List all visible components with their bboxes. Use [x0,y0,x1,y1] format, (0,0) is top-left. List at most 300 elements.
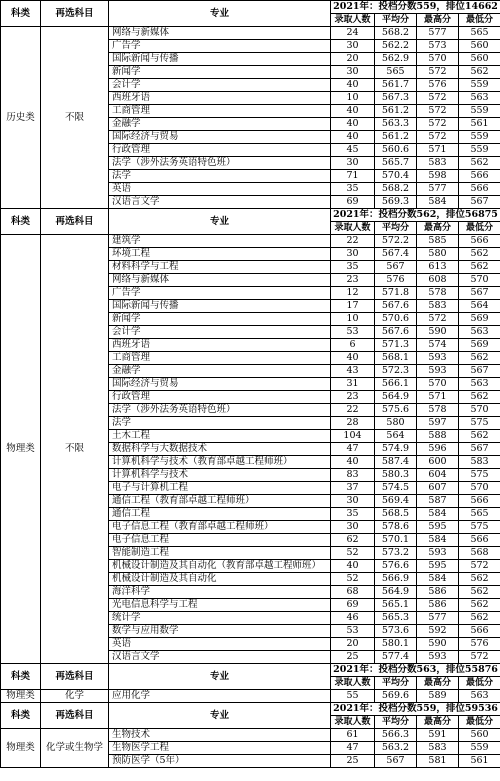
max-score: 578 [417,287,459,300]
min-score: 564 [459,300,500,313]
max-score: 581 [417,755,459,768]
enrolled-count: 6 [331,339,375,352]
max-score: 593 [417,651,459,664]
average-score: 564 [375,430,417,443]
max-score: 574 [417,339,459,352]
enrolled-count: 47 [331,443,375,456]
max-score: 593 [417,365,459,378]
table-row [1,690,500,703]
max-score: 596 [417,443,459,456]
min-score: 566 [459,235,500,248]
enrolled-count: 40 [331,105,375,118]
major-cell: 光电信息科学与工程 [109,599,331,612]
min-score: 561 [459,118,500,131]
average-score: 561.2 [375,105,417,118]
category-cell: 历史类 [1,27,41,209]
max-score: 571 [417,144,459,157]
min-score: 559 [459,105,500,118]
min-score: 566 [459,495,500,508]
major-cell: 行政管理 [109,391,331,404]
major-cell: 数学与应用数学 [109,625,331,638]
min-score: 572 [459,560,500,573]
major-cell: 国际新闻与传播 [109,53,331,66]
column-header: 最低分 [459,222,500,235]
max-score: 584 [417,573,459,586]
major-cell: 计算机科学与技术 [109,469,331,482]
major-cell: 英语 [109,183,331,196]
max-score: 593 [417,352,459,365]
average-score: 563.3 [375,118,417,131]
average-score: 580.1 [375,638,417,651]
column-header: 最高分 [417,677,459,690]
average-score: 570.6 [375,313,417,326]
min-score: 566 [459,170,500,183]
average-score: 570.4 [375,170,417,183]
average-score: 574.9 [375,443,417,456]
major-cell: 材料科学与工程 [109,261,331,274]
enrolled-count: 37 [331,482,375,495]
major-header: 专业 [109,664,331,690]
enrolled-count: 53 [331,326,375,339]
max-score: 572 [417,313,459,326]
min-score: 575 [459,417,500,430]
column-header: 最高分 [417,716,459,729]
subject-cell: 化学 [41,690,109,703]
enrolled-count: 23 [331,391,375,404]
max-score: 607 [417,482,459,495]
min-score: 566 [459,183,500,196]
enrolled-count: 71 [331,170,375,183]
min-score: 562 [459,430,500,443]
major-cell: 网络与新媒体 [109,27,331,40]
major-cell: 广告学 [109,287,331,300]
major-cell: 生物技术 [109,729,331,742]
major-cell: 电子信息工程（教育部卓越工程师班） [109,521,331,534]
max-score: 613 [417,261,459,274]
enrolled-count: 25 [331,755,375,768]
column-header: 平均分 [375,716,417,729]
major-cell: 英语 [109,638,331,651]
average-score: 580.3 [375,469,417,482]
column-header: 平均分 [375,14,417,27]
average-score: 573.2 [375,547,417,560]
table-row [1,27,500,40]
average-score: 575.6 [375,404,417,417]
max-score: 598 [417,170,459,183]
major-cell: 统计学 [109,612,331,625]
min-score: 562 [459,157,500,170]
major-cell: 法学 [109,417,331,430]
major-cell: 环境工程 [109,248,331,261]
column-header: 录取人数 [331,716,375,729]
max-score: 590 [417,326,459,339]
min-score: 562 [459,261,500,274]
subject-header: 再选科目 [41,1,109,27]
score-summary: 2021年：投档分数559，排位14662 [331,1,500,14]
section-header-row [1,209,500,222]
enrolled-count: 35 [331,261,375,274]
average-score: 566.3 [375,729,417,742]
average-score: 567.6 [375,300,417,313]
min-score: 583 [459,456,500,469]
enrolled-count: 40 [331,456,375,469]
min-score: 572 [459,651,500,664]
major-cell: 应用化学 [109,690,331,703]
min-score: 575 [459,521,500,534]
average-score: 561.2 [375,131,417,144]
average-score: 568.2 [375,27,417,40]
max-score: 584 [417,508,459,521]
average-score: 564.9 [375,586,417,599]
average-score: 568.1 [375,352,417,365]
major-cell: 广告学 [109,40,331,53]
min-score: 569 [459,339,500,352]
average-score: 567.4 [375,248,417,261]
enrolled-count: 30 [331,521,375,534]
major-cell: 预防医学（5年） [109,755,331,768]
min-score: 560 [459,40,500,53]
min-score: 561 [459,755,500,768]
max-score: 586 [417,586,459,599]
max-score: 583 [417,742,459,755]
major-cell: 汉语言文学 [109,196,331,209]
average-score: 576.6 [375,560,417,573]
average-score: 567 [375,261,417,274]
enrolled-count: 55 [331,690,375,703]
average-score: 566.1 [375,378,417,391]
enrolled-count: 68 [331,586,375,599]
category-header: 科类 [1,703,41,729]
enrolled-count: 23 [331,274,375,287]
min-score: 562 [459,391,500,404]
enrolled-count: 69 [331,599,375,612]
max-score: 580 [417,248,459,261]
min-score: 567 [459,443,500,456]
max-score: 608 [417,274,459,287]
enrolled-count: 35 [331,508,375,521]
category-header: 科类 [1,1,41,27]
column-header: 最低分 [459,14,500,27]
average-score: 565 [375,66,417,79]
min-score: 559 [459,742,500,755]
min-score: 559 [459,131,500,144]
enrolled-count: 53 [331,625,375,638]
min-score: 562 [459,352,500,365]
major-cell: 机械设计制造及其自动化 [109,573,331,586]
average-score: 571.8 [375,287,417,300]
average-score: 580 [375,417,417,430]
max-score: 573 [417,40,459,53]
enrolled-count: 45 [331,144,375,157]
major-cell: 国际经济与贸易 [109,378,331,391]
score-summary: 2021年：投档分数559，排位59536 [331,703,500,716]
enrolled-count: 17 [331,300,375,313]
min-score: 560 [459,53,500,66]
category-header: 科类 [1,209,41,235]
max-score: 584 [417,196,459,209]
average-score: 578.6 [375,521,417,534]
max-score: 577 [417,27,459,40]
subject-cell: 不限 [41,27,109,209]
section-header-row [1,1,500,14]
major-cell: 会计学 [109,326,331,339]
average-score: 568.5 [375,508,417,521]
average-score: 567.6 [375,326,417,339]
min-score: 575 [459,469,500,482]
major-cell: 电子与计算机工程 [109,482,331,495]
average-score: 562.2 [375,40,417,53]
min-score: 568 [459,547,500,560]
major-cell: 智能制造工程 [109,547,331,560]
subject-cell: 不限 [41,235,109,664]
min-score: 559 [459,144,500,157]
enrolled-count: 47 [331,742,375,755]
max-score: 593 [417,547,459,560]
average-score: 561.7 [375,79,417,92]
average-score: 569.4 [375,495,417,508]
enrolled-count: 10 [331,313,375,326]
enrolled-count: 20 [331,638,375,651]
enrolled-count: 83 [331,469,375,482]
average-score: 572.3 [375,365,417,378]
major-cell: 建筑学 [109,235,331,248]
major-cell: 金融学 [109,365,331,378]
max-score: 600 [417,456,459,469]
max-score: 572 [417,131,459,144]
enrolled-count: 43 [331,365,375,378]
major-cell: 会计学 [109,79,331,92]
max-score: 592 [417,625,459,638]
min-score: 567 [459,196,500,209]
min-score: 562 [459,612,500,625]
min-score: 567 [459,287,500,300]
min-score: 559 [459,79,500,92]
min-score: 563 [459,690,500,703]
enrolled-count: 31 [331,378,375,391]
min-score: 570 [459,482,500,495]
major-cell: 土木工程 [109,430,331,443]
average-score: 574.5 [375,482,417,495]
table-row [1,235,500,248]
min-score: 562 [459,248,500,261]
max-score: 583 [417,157,459,170]
column-header: 平均分 [375,677,417,690]
average-score: 562.9 [375,53,417,66]
major-cell: 法学（涉外法务英语特色班） [109,404,331,417]
average-score: 564.9 [375,391,417,404]
max-score: 571 [417,391,459,404]
average-score: 571.3 [375,339,417,352]
min-score: 562 [459,66,500,79]
min-score: 565 [459,508,500,521]
major-cell: 计算机科学与技术（教育部卓越工程师班） [109,456,331,469]
min-score: 562 [459,573,500,586]
major-header: 专业 [109,1,331,27]
enrolled-count: 28 [331,417,375,430]
min-score: 566 [459,625,500,638]
table-body [1,1,500,768]
average-score: 560.6 [375,144,417,157]
average-score: 567.3 [375,92,417,105]
category-cell: 物理类 [1,235,41,664]
min-score: 570 [459,404,500,417]
min-score: 565 [459,27,500,40]
max-score: 595 [417,521,459,534]
max-score: 588 [417,430,459,443]
max-score: 570 [417,53,459,66]
max-score: 585 [417,235,459,248]
max-score: 578 [417,404,459,417]
max-score: 572 [417,118,459,131]
max-score: 572 [417,105,459,118]
enrolled-count: 10 [331,92,375,105]
major-cell: 行政管理 [109,144,331,157]
subject-header: 再选科目 [41,664,109,690]
category-header: 科类 [1,664,41,690]
major-cell: 海洋科学 [109,586,331,599]
subject-header: 再选科目 [41,209,109,235]
average-score: 565.1 [375,599,417,612]
column-header: 录取人数 [331,677,375,690]
enrolled-count: 30 [331,66,375,79]
average-score: 569.3 [375,196,417,209]
max-score: 586 [417,599,459,612]
enrolled-count: 30 [331,495,375,508]
average-score: 587.4 [375,456,417,469]
min-score: 563 [459,92,500,105]
score-summary: 2021年：投档分数563，排位55876 [331,664,500,677]
max-score: 570 [417,378,459,391]
enrolled-count: 104 [331,430,375,443]
enrolled-count: 52 [331,573,375,586]
major-cell: 新闻学 [109,66,331,79]
enrolled-count: 30 [331,248,375,261]
max-score: 583 [417,300,459,313]
min-score: 560 [459,729,500,742]
major-cell: 金融学 [109,118,331,131]
max-score: 591 [417,729,459,742]
average-score: 572.2 [375,235,417,248]
max-score: 572 [417,92,459,105]
enrolled-count: 25 [331,651,375,664]
subject-cell: 化学或生物学 [41,729,109,768]
column-header: 录取人数 [331,222,375,235]
major-header: 专业 [109,209,331,235]
average-score: 577.4 [375,651,417,664]
max-score: 604 [417,469,459,482]
major-cell: 网络与新媒体 [109,274,331,287]
max-score: 584 [417,534,459,547]
min-score: 562 [459,599,500,612]
major-cell: 新闻学 [109,313,331,326]
average-score: 566.9 [375,573,417,586]
min-score: 567 [459,365,500,378]
enrolled-count: 40 [331,79,375,92]
max-score: 587 [417,495,459,508]
average-score: 573.6 [375,625,417,638]
column-header: 最低分 [459,716,500,729]
enrolled-count: 40 [331,560,375,573]
average-score: 568.2 [375,183,417,196]
enrolled-count: 22 [331,235,375,248]
major-cell: 国际新闻与传播 [109,300,331,313]
average-score: 563.2 [375,742,417,755]
average-score: 569.6 [375,690,417,703]
max-score: 576 [417,79,459,92]
enrolled-count: 61 [331,729,375,742]
section-header-row [1,703,500,716]
min-score: 562 [459,586,500,599]
max-score: 590 [417,638,459,651]
major-cell: 通信工程 [109,508,331,521]
major-cell: 法学（涉外法务英语特色班） [109,157,331,170]
enrolled-count: 12 [331,287,375,300]
average-score: 565.3 [375,612,417,625]
section-header-row [1,664,500,677]
major-cell: 法学 [109,170,331,183]
max-score: 597 [417,417,459,430]
column-header: 录取人数 [331,14,375,27]
average-score: 565.7 [375,157,417,170]
table-row [1,729,500,742]
enrolled-count: 40 [331,131,375,144]
max-score: 595 [417,560,459,573]
enrolled-count: 62 [331,534,375,547]
average-score: 570.1 [375,534,417,547]
score-summary: 2021年：投档分数562，排位56875 [331,209,500,222]
major-cell: 通信工程（教育部卓越工程师班） [109,495,331,508]
enrolled-count: 40 [331,352,375,365]
max-score: 589 [417,690,459,703]
average-score: 576 [375,274,417,287]
enrolled-count: 46 [331,612,375,625]
major-cell: 机械设计制造及其自动化（教育部卓越工程师班） [109,560,331,573]
min-score: 566 [459,534,500,547]
column-header: 平均分 [375,222,417,235]
enrolled-count: 22 [331,404,375,417]
enrolled-count: 35 [331,183,375,196]
category-cell: 物理类 [1,729,41,768]
min-score: 576 [459,638,500,651]
category-cell: 物理类 [1,690,41,703]
major-cell: 生物医学工程 [109,742,331,755]
enrolled-count: 69 [331,196,375,209]
max-score: 577 [417,183,459,196]
major-cell: 数据科学与大数据技术 [109,443,331,456]
enrolled-count: 30 [331,157,375,170]
enrolled-count: 30 [331,40,375,53]
enrolled-count: 20 [331,53,375,66]
major-cell: 西班牙语 [109,339,331,352]
min-score: 563 [459,378,500,391]
enrolled-count: 40 [331,118,375,131]
major-cell: 工商管理 [109,105,331,118]
min-score: 563 [459,326,500,339]
average-score: 567 [375,755,417,768]
major-cell: 工商管理 [109,352,331,365]
subject-header: 再选科目 [41,703,109,729]
min-score: 569 [459,313,500,326]
major-cell: 西班牙语 [109,92,331,105]
major-header: 专业 [109,703,331,729]
enrolled-count: 52 [331,547,375,560]
major-cell: 汉语言文学 [109,651,331,664]
column-header: 最高分 [417,14,459,27]
column-header: 最高分 [417,222,459,235]
major-cell: 电子信息工程 [109,534,331,547]
column-header: 最低分 [459,677,500,690]
enrolled-count: 24 [331,27,375,40]
